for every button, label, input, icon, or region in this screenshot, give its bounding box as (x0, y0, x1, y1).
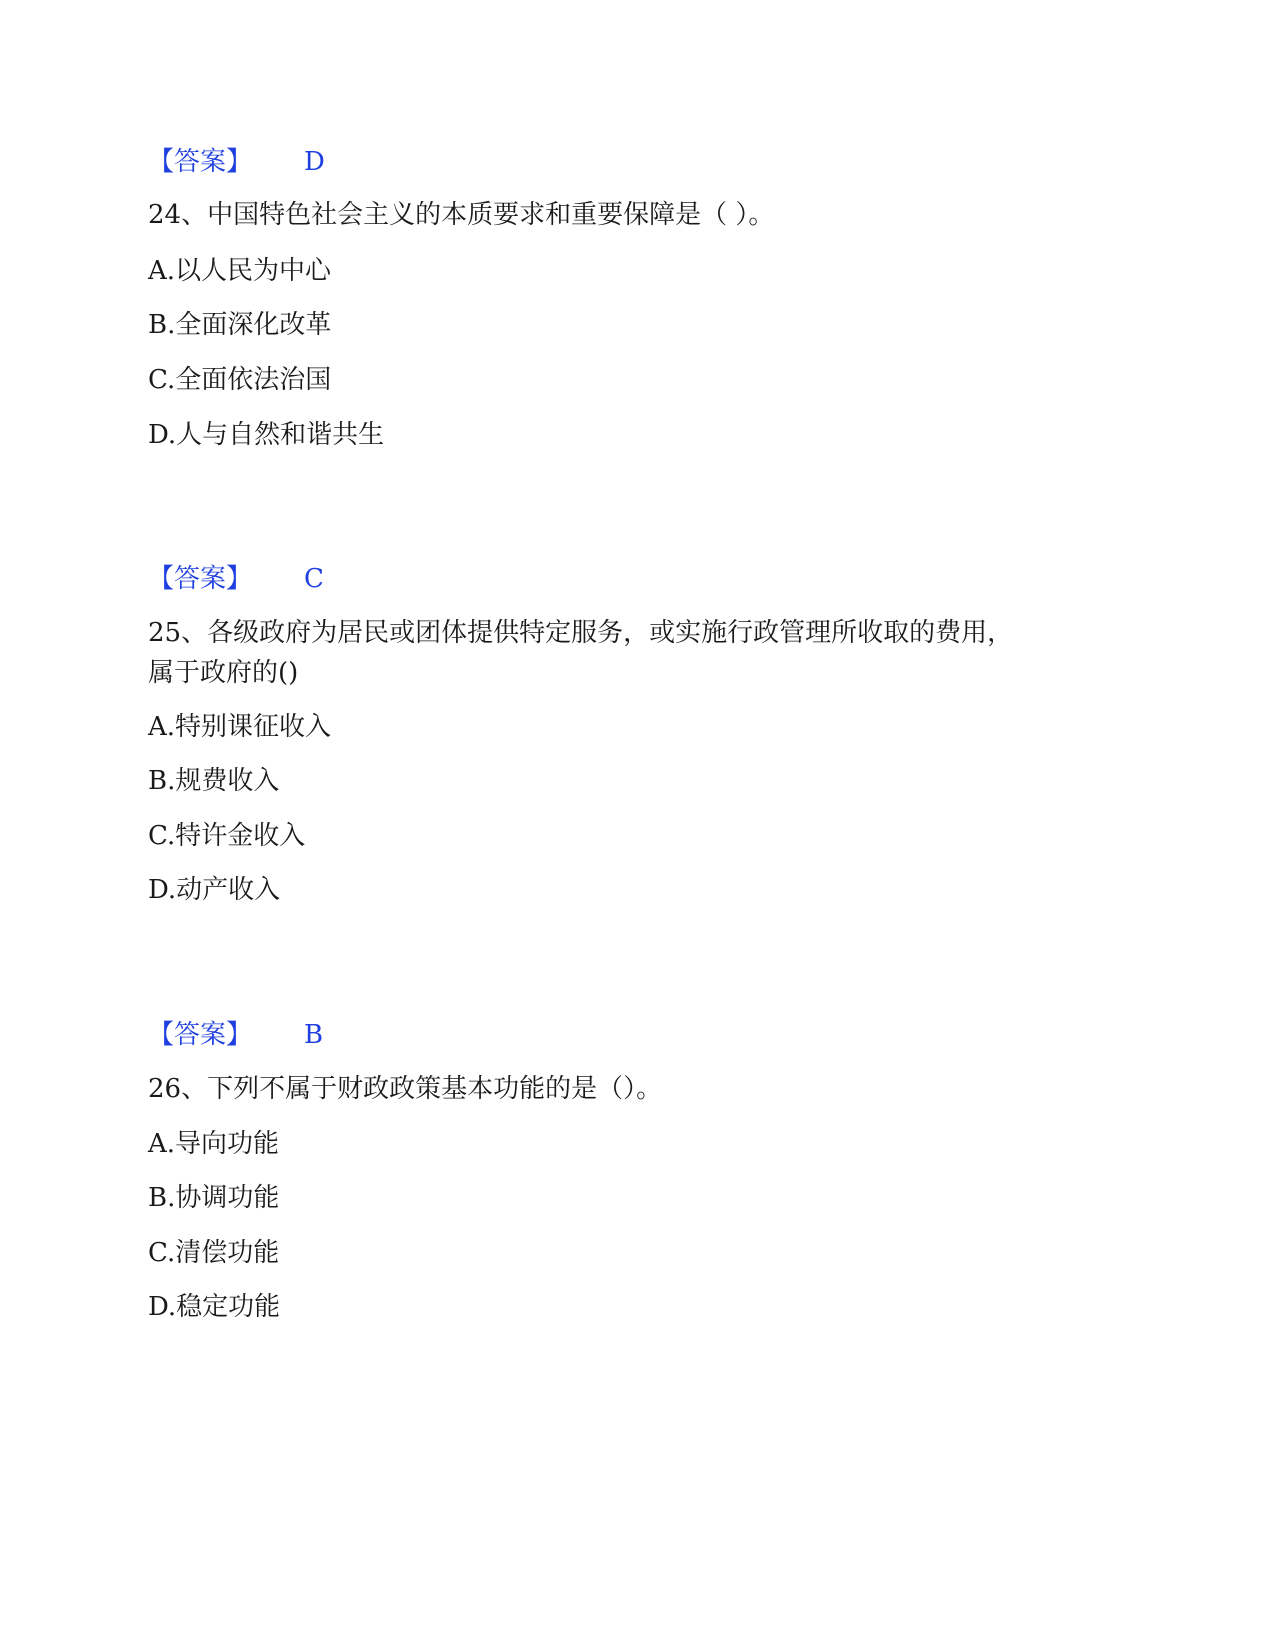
answer-line (148, 562, 324, 596)
question-24-option-d: D.人与自然和谐共生 (148, 420, 385, 450)
question-25-option-d: D.动产收入 (148, 875, 281, 905)
question-25-text-line-1: 25、各级政府为居民或团体提供特定服务，或实施行政管理所收取的费用， (148, 618, 1014, 648)
answer-line (148, 1018, 323, 1052)
question-25-option-a: A.特别课征收入 (148, 712, 332, 742)
question-26-option-d: D.稳定功能 (148, 1292, 281, 1322)
answer-label: 【答案】 (148, 1020, 253, 1050)
question-24-text: 24、中国特色社会主义的本质要求和重要保障是（ ）。 (148, 200, 775, 230)
question-24-option-c: C.全面依法治国 (148, 365, 332, 395)
answer-label: 【答案】 (148, 147, 253, 177)
answer-value: D (304, 147, 325, 177)
question-25-option-b: B.规费收入 (148, 766, 280, 796)
answer-label: 【答案】 (148, 564, 253, 594)
answer-value: C (304, 564, 324, 594)
question-26-text: 26、下列不属于财政政策基本功能的是（）。 (148, 1074, 663, 1104)
question-25-text-line-2: 属于政府的() (148, 658, 299, 688)
question-26-option-a: A.导向功能 (148, 1129, 280, 1159)
answer-line (148, 145, 325, 179)
question-24-option-b: B.全面深化改革 (148, 310, 332, 340)
question-25-option-c: C.特许金收入 (148, 821, 306, 851)
question-26-option-b: B.协调功能 (148, 1183, 280, 1213)
question-26-option-c: C.清偿功能 (148, 1238, 280, 1268)
question-24-option-a: A.以人民为中心 (148, 256, 332, 286)
answer-value: B (304, 1020, 324, 1050)
